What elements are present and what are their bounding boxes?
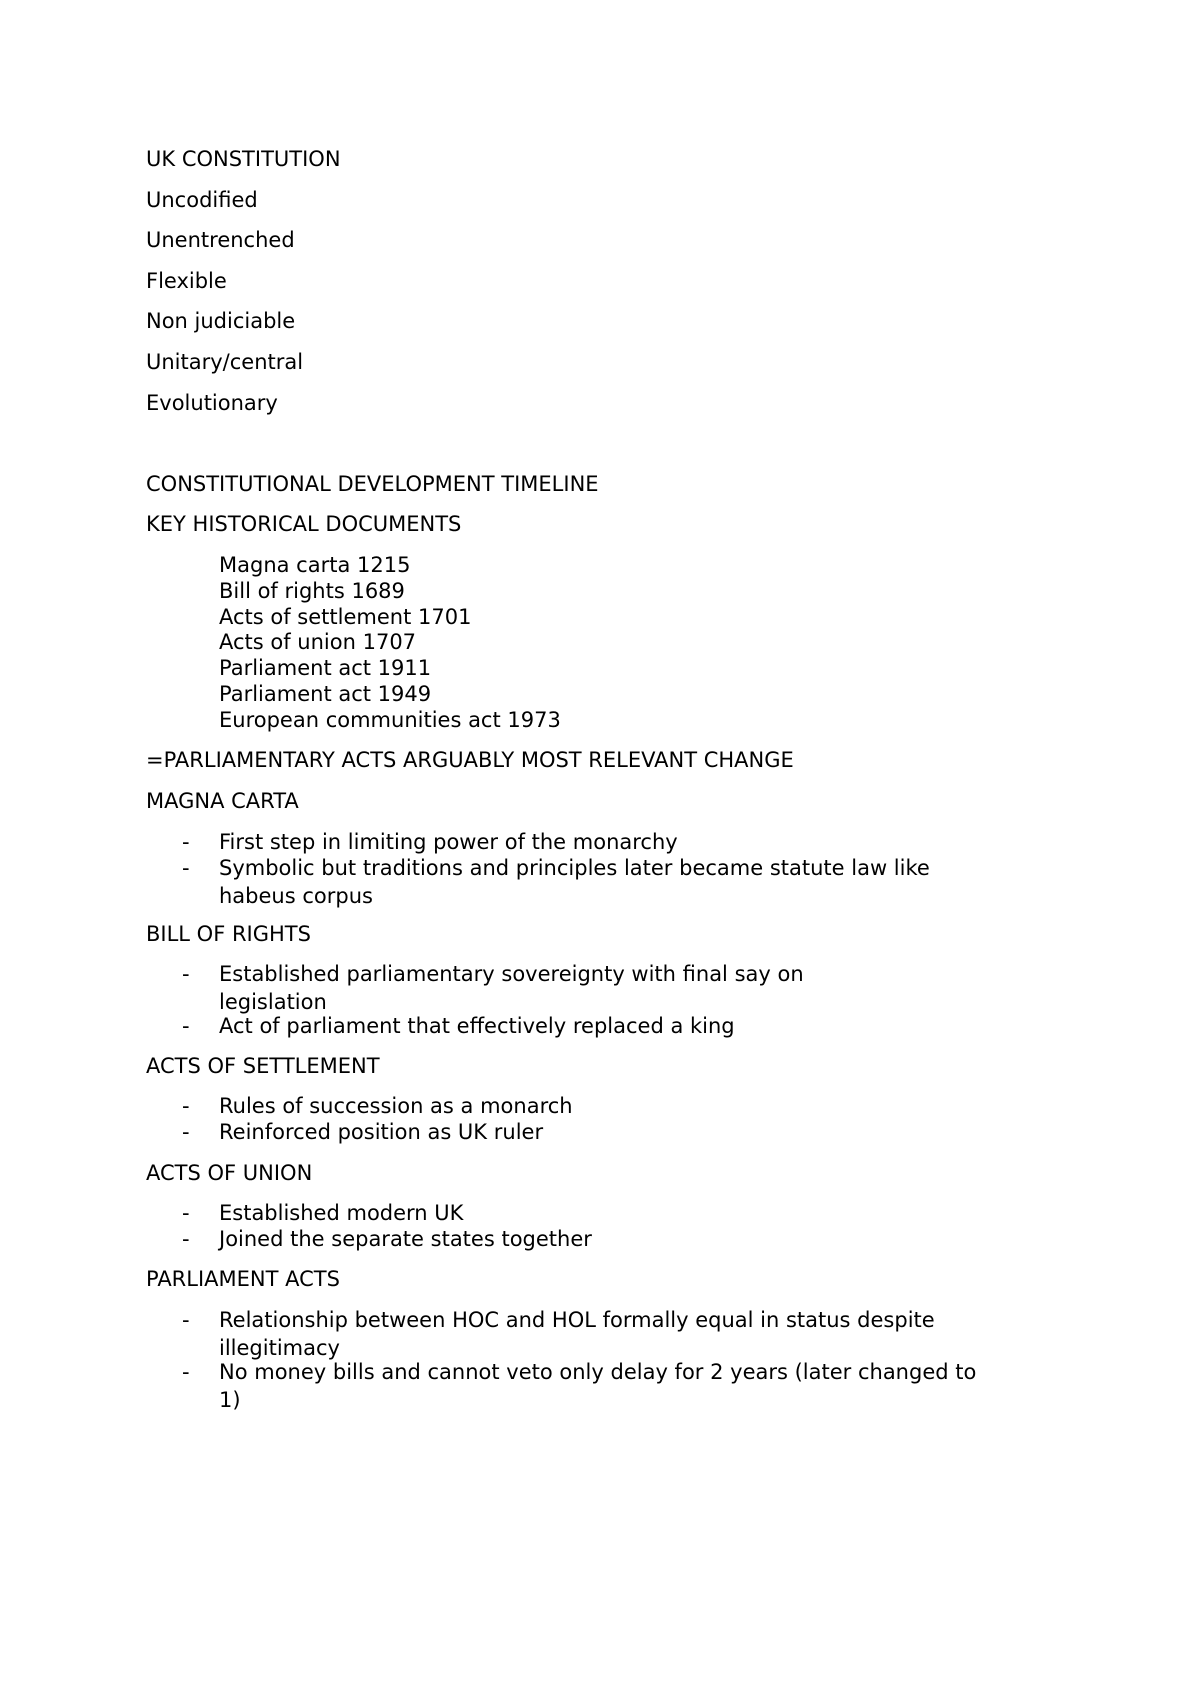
document-item: European communities act 1973 (219, 708, 561, 732)
dash-marker: - (182, 856, 190, 880)
bullet-text: Relationship between HOC and HOL formally equal in status despite illegitimacy (219, 1308, 935, 1360)
dash-marker: - (182, 1227, 190, 1251)
section-title: MAGNA CARTA (146, 789, 299, 813)
bullet-text: Act of parliament that effectively replaced a king (219, 1014, 735, 1038)
bullet-text: First step in limiting power of the monarchy (219, 830, 678, 854)
feature-item: Uncodified (146, 188, 258, 212)
document-item: Acts of settlement 1701 (219, 605, 472, 629)
section-title: ACTS OF SETTLEMENT (146, 1054, 380, 1078)
timeline-heading: CONSTITUTIONAL DEVELOPMENT TIMELINE (146, 472, 599, 496)
conclusion-line: =PARLIAMENTARY ACTS ARGUABLY MOST RELEVANT CHANGE (146, 748, 794, 772)
dash-marker: - (182, 1120, 190, 1144)
bullet-text: Symbolic but traditions and principles later became statute law like habeus corpus (219, 856, 930, 908)
dash-marker: - (182, 830, 190, 854)
document-item: Bill of rights 1689 (219, 579, 405, 603)
documents-heading: KEY HISTORICAL DOCUMENTS (146, 512, 462, 536)
bullet-text: No money bills and cannot veto only delay for 2 years (later changed to 1) (219, 1360, 977, 1412)
bullet-text: Joined the separate states together (219, 1227, 592, 1251)
section-title: BILL OF RIGHTS (146, 922, 311, 946)
dash-marker: - (182, 1308, 190, 1332)
dash-marker: - (182, 962, 190, 986)
dash-marker: - (182, 1014, 190, 1038)
bullet-text: Reinforced position as UK ruler (219, 1120, 544, 1144)
feature-item: Flexible (146, 269, 227, 293)
document-item: Magna carta 1215 (219, 553, 411, 577)
document-item: Parliament act 1949 (219, 682, 432, 706)
section-title: PARLIAMENT ACTS (146, 1267, 340, 1291)
document-item: Parliament act 1911 (219, 656, 432, 680)
bullet-text: Established modern UK (219, 1201, 464, 1225)
dash-marker: - (182, 1201, 190, 1225)
bullet-text: Established parliamentary sovereignty with final say on legislation (219, 962, 804, 1014)
main-heading: UK CONSTITUTION (146, 147, 341, 171)
dash-marker: - (182, 1360, 190, 1384)
feature-item: Evolutionary (146, 391, 278, 415)
feature-item: Non judiciable (146, 309, 296, 333)
section-title: ACTS OF UNION (146, 1161, 313, 1185)
feature-item: Unitary/central (146, 350, 304, 374)
document-item: Acts of union 1707 (219, 630, 417, 654)
bullet-text: Rules of succession as a monarch (219, 1094, 573, 1118)
feature-item: Unentrenched (146, 228, 295, 252)
dash-marker: - (182, 1094, 190, 1118)
